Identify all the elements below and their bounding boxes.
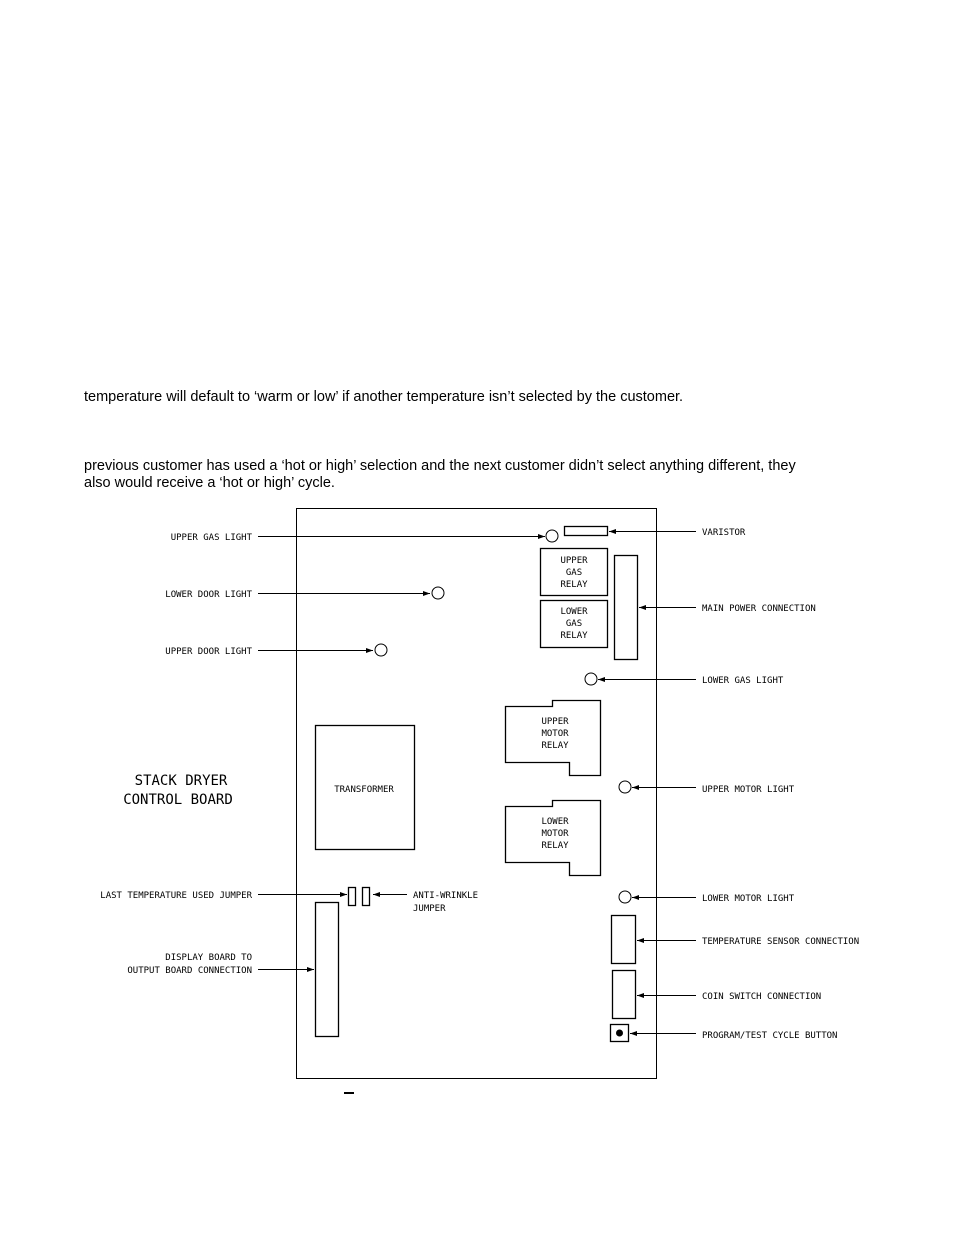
- upper-gas-relay-line1: UPPER: [560, 556, 588, 566]
- upper-motor-relay-line3: RELAY: [541, 741, 569, 751]
- upper-motor-relay-line1: UPPER: [541, 717, 569, 727]
- label-upper-motor-light: UPPER MOTOR LIGHT: [702, 785, 795, 795]
- label-main-power: MAIN POWER CONNECTION: [702, 604, 816, 614]
- upper-door-light: [375, 644, 387, 656]
- label-temperature-sensor: TEMPERATURE SENSOR CONNECTION: [702, 937, 860, 947]
- label-coin-switch: COIN SWITCH CONNECTION: [702, 992, 822, 1002]
- lower-gas-relay-line3: RELAY: [560, 631, 588, 641]
- label-lower-gas-light: LOWER GAS LIGHT: [702, 676, 784, 686]
- lower-motor-relay-line2: MOTOR: [541, 829, 569, 839]
- main-power-connection: [615, 556, 638, 660]
- label-upper-gas-light: UPPER GAS LIGHT: [170, 533, 252, 543]
- lower-motor-light: [619, 891, 631, 903]
- dash-mark: [344, 1092, 354, 1094]
- upper-motor-light: [619, 781, 631, 793]
- upper-gas-light: [546, 530, 558, 542]
- upper-motor-relay-line2: MOTOR: [541, 729, 569, 739]
- lower-motor-relay-line3: RELAY: [541, 841, 569, 851]
- last-temperature-jumper: [349, 888, 356, 906]
- label-display-board-line2: OUTPUT BOARD CONNECTION: [127, 966, 252, 976]
- lower-motor-relay-line1: LOWER: [541, 817, 569, 827]
- upper-gas-relay-line3: RELAY: [560, 580, 588, 590]
- anti-wrinkle-jumper: [363, 888, 370, 906]
- board-title-line2: CONTROL BOARD: [123, 792, 233, 808]
- label-varistor: VARISTOR: [702, 528, 746, 538]
- lower-door-light: [432, 587, 444, 599]
- lower-gas-relay-line2: GAS: [565, 619, 583, 629]
- label-lower-door-light: LOWER DOOR LIGHT: [165, 590, 252, 600]
- paragraph-previous-customer-line1: previous customer has used a ‘hot or high’ selection and the next customer didn’t select anything different, they: [84, 458, 796, 474]
- label-display-board-line1: DISPLAY BOARD TO: [165, 953, 252, 963]
- display-board-connector: [316, 903, 339, 1037]
- coin-switch-connector: [613, 971, 636, 1019]
- lower-gas-relay-line1: LOWER: [560, 607, 588, 617]
- paragraph-previous-customer-line2: also would receive a ‘hot or high’ cycle.: [84, 475, 335, 491]
- board-title-line1: STACK DRYER: [134, 773, 228, 789]
- lower-gas-light: [585, 673, 597, 685]
- label-anti-wrinkle-line2: JUMPER: [413, 904, 446, 914]
- label-last-temperature-jumper: LAST TEMPERATURE USED JUMPER: [100, 891, 252, 901]
- label-upper-door-light: UPPER DOOR LIGHT: [165, 647, 252, 657]
- label-anti-wrinkle-line1: ANTI-WRINKLE: [413, 891, 479, 901]
- upper-gas-relay-line2: GAS: [565, 568, 583, 578]
- label-program-button: PROGRAM/TEST CYCLE BUTTON: [702, 1031, 838, 1041]
- varistor: [565, 527, 608, 536]
- transformer-label: TRANSFORMER: [334, 785, 394, 795]
- label-lower-motor-light: LOWER MOTOR LIGHT: [702, 894, 795, 904]
- program-button-dot: [616, 1030, 623, 1037]
- temperature-sensor-connector: [612, 916, 636, 964]
- paragraph-temperature-default: temperature will default to ‘warm or low’ if another temperature isn’t selected by the customer.: [84, 389, 684, 405]
